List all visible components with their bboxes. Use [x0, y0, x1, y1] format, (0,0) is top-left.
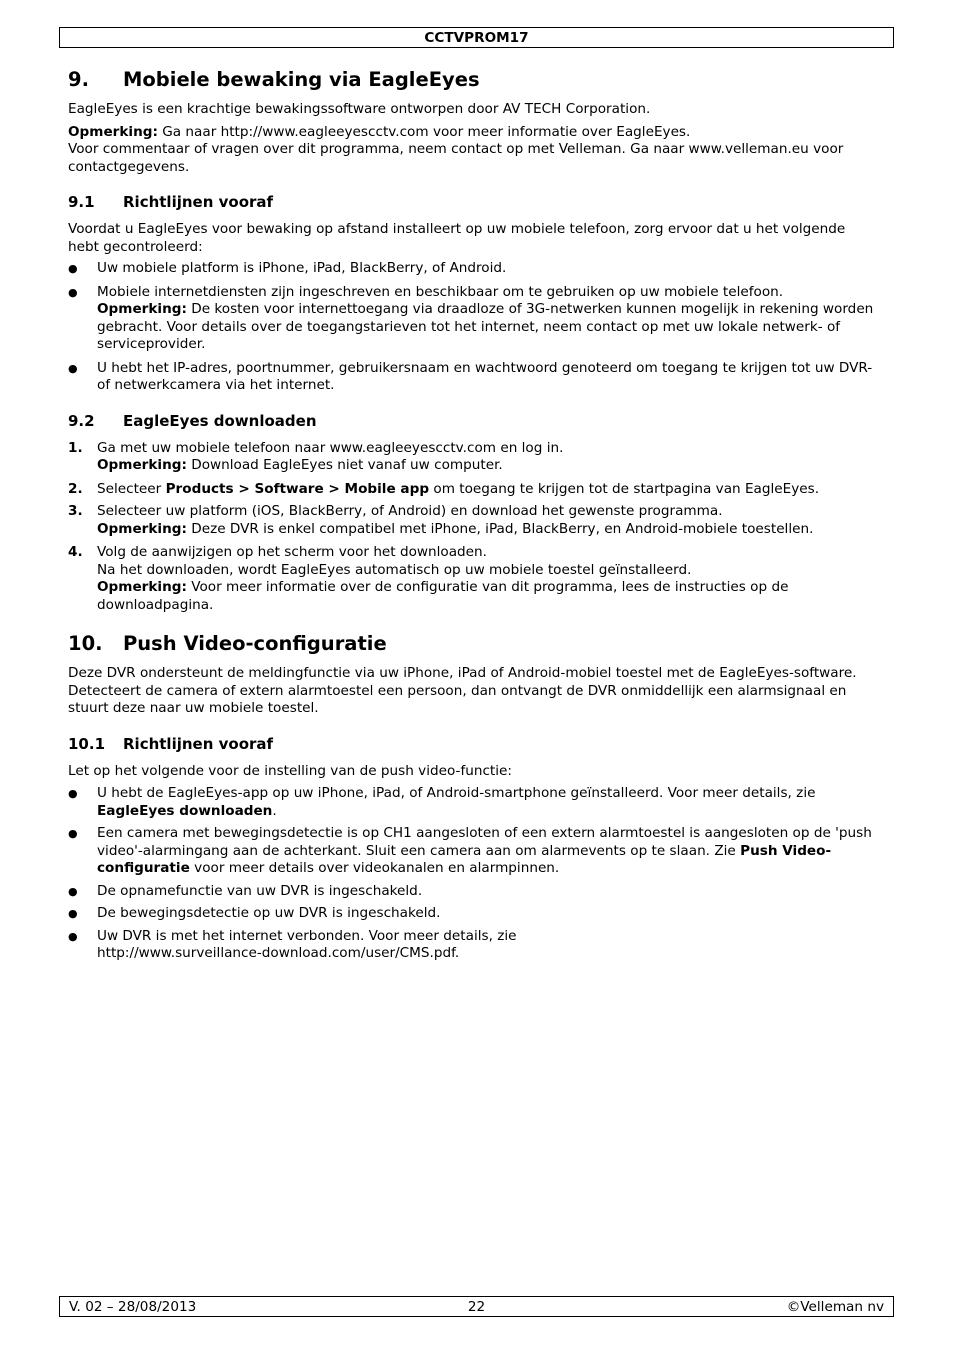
list-item [68, 284, 878, 354]
list-number: 2. [68, 480, 83, 497]
bullet-icon: ● [68, 884, 78, 898]
text-run: Selecteer [97, 480, 166, 497]
note-label: Opmerking: [97, 457, 187, 473]
footer-copyright: ©Velleman nv [786, 1299, 884, 1315]
note-label: Opmerking: [68, 123, 158, 140]
subsection-title: EagleEyes downloaden [123, 411, 317, 430]
list-item [68, 260, 878, 278]
section-title: Mobiele bewaking via EagleEyes [123, 68, 480, 91]
text-run: om toegang te krijgen tot de startpagina van EagleEyes. [429, 480, 820, 497]
bullet-icon: ● [68, 929, 78, 943]
list-item-text: De opnamefunctie van uw DVR is ingeschakeld. [97, 882, 423, 899]
list-item-text [97, 785, 878, 820]
list-item-body [97, 284, 878, 354]
list-number: 1. [68, 439, 83, 456]
header-title: CCTVPROM17 [424, 30, 529, 46]
url-text: http://www.surveillance-download.com/user/CMS.pdf. [97, 945, 460, 961]
section-title: Push Video-configuratie [123, 632, 387, 655]
list-item [68, 928, 878, 963]
list-item-body [97, 544, 878, 614]
section-number: 10. [68, 632, 103, 655]
section-10-heading [68, 632, 878, 656]
text-run: Een camera met bewegingsdetectie is op CH1 aangesloten of een extern alarmtoestel is aangesloten op de 'push video'-alarmingang aan de achterkant. Sluit een camera aan om alarmevents op te slaan. Zie [97, 825, 872, 859]
bullet-list [68, 260, 878, 395]
list-item-text: De bewegingsdetectie op uw DVR is ingeschakeld. [97, 905, 441, 921]
subsection-number: 9.1 [68, 193, 95, 211]
paragraph: Let op het volgende voor de instelling van de push video-functie: [68, 762, 512, 779]
note-text: De kosten voor internettoegang via draadloze of 3G-netwerken kunnen mogelijk in rekening worden gebracht. Voor details over de toegangstarieven tot het internet, neem contact op met uw lokale netwerk- of serviceprovider. [97, 301, 874, 352]
list-item [68, 360, 878, 395]
bullet-icon: ● [68, 787, 78, 800]
list-item-text: U hebt het IP-adres, poortnummer, gebruikersnaam en wachtwoord genoteerd om toegang te krijgen tot uw DVR- of netwerkcamera via het internet. [97, 359, 873, 393]
numbered-list [68, 440, 878, 615]
bullet-icon: ● [68, 907, 78, 920]
subsection-title: Richtlijnen vooraf [123, 734, 274, 753]
subsection-10-1-heading [68, 734, 878, 754]
note-paragraph [68, 124, 878, 142]
list-item [68, 503, 878, 538]
list-item-text [97, 825, 878, 878]
list-item-note [97, 579, 878, 614]
paragraph: Deze DVR ondersteunt de meldingfunctie via uw iPhone, iPad of Android-mobiel toestel met de EagleEyes-software. Detecteert de camera of extern alarmtoestel een persoon, dan ontvangt de DVR onmiddellijk een alarmsignaal en stuurt deze naar uw mobiele toestel. [68, 665, 857, 716]
list-item-text: Na het downloaden, wordt EagleEyes automatisch op uw mobiele toestel geïnstalleerd. [97, 561, 692, 578]
subsection-number: 9.2 [68, 411, 95, 430]
subsection-9-2-heading [68, 411, 878, 431]
text-run: . [272, 802, 277, 819]
paragraph: Voor commentaar of vragen over dit programma, neem contact op met Velleman. Ga naar www.velleman.eu voor contactgegevens. [68, 141, 844, 175]
section-number: 9. [68, 68, 89, 91]
note-text: Deze DVR is enkel compatibel met iPhone, iPad, BlackBerry, en Android-mobiele toestellen. [186, 520, 814, 537]
section-9-heading [68, 68, 878, 92]
list-item-text [97, 481, 878, 499]
document-body [68, 64, 878, 963]
text-run: voor meer details over videokanalen en alarmpinnen. [189, 860, 560, 876]
list-item-text: Ga met uw mobiele telefoon naar www.eagleeyescctv.com en log in. [97, 439, 564, 456]
subsection-title: Richtlijnen vooraf [123, 193, 274, 211]
list-item-note [97, 301, 878, 354]
list-item-body [97, 440, 878, 475]
list-number: 4. [68, 544, 83, 560]
subsection-number: 10.1 [68, 734, 106, 753]
list-item [68, 544, 878, 614]
list-item [68, 825, 878, 878]
list-item-note [97, 457, 878, 475]
bullet-icon: ● [68, 262, 78, 275]
note-label: Opmerking: [97, 520, 187, 537]
list-number: 3. [68, 503, 83, 519]
list-item-body [97, 503, 878, 538]
note-text: Ga naar http://www.eagleeyescctv.com voor meer informatie over EagleEyes. [157, 123, 691, 140]
bullet-icon: ● [68, 827, 78, 840]
list-item-body [97, 928, 878, 963]
list-item-text: Mobiele internetdiensten zijn ingeschreven en beschikbaar om te gebruiken op uw mobiele telefoon. [97, 283, 784, 300]
list-item [68, 883, 878, 901]
list-item-text: Uw mobiele platform is iPhone, iPad, BlackBerry, of Android. [97, 260, 507, 276]
paragraph: Voordat u EagleEyes voor bewaking op afstand installeert op uw mobiele telefoon, zorg ervoor dat u het volgende hebt gecontroleerd: [68, 221, 846, 255]
list-item [68, 905, 878, 923]
bullet-icon: ● [68, 361, 78, 375]
list-item-text: Volg de aanwijzigen op het scherm voor het downloaden. [97, 544, 487, 560]
note-text: Voor meer informatie over de configuratie van dit programma, lees de instructies op de downloadpagina. [97, 579, 789, 613]
footer-page-number: 22 [467, 1299, 486, 1315]
list-item-text: Selecteer uw platform (iOS, BlackBerry, of Android) en download het gewenste programma. [97, 503, 723, 519]
list-item-body [97, 481, 878, 499]
page-header [59, 27, 894, 48]
cross-reference: EagleEyes downloaden [97, 802, 273, 819]
text-run: U hebt de EagleEyes-app op uw iPhone, iPad, of Android-smartphone geïnstalleerd. Voor meer details, zie [97, 785, 816, 801]
list-item-text: Uw DVR is met het internet verbonden. Voor meer details, zie [97, 927, 517, 944]
list-item [68, 481, 878, 499]
list-item-note [97, 521, 878, 539]
page-footer [59, 1296, 894, 1317]
note-text: Download EagleEyes niet vanaf uw computer. [186, 457, 503, 473]
note-label: Opmerking: [97, 579, 187, 595]
subsection-9-1-heading [68, 192, 878, 212]
footer-version: V. 02 – 28/08/2013 [69, 1299, 197, 1315]
bullet-icon: ● [68, 285, 78, 299]
bullet-list [68, 785, 878, 963]
list-item [68, 440, 878, 475]
cross-reference: Push Video-configuratie [97, 842, 832, 876]
list-item [68, 785, 878, 820]
note-label: Opmerking: [97, 301, 187, 317]
menu-path: Products > Software > Mobile app [165, 480, 430, 497]
paragraph: EagleEyes is een krachtige bewakingssoftware ontworpen door AV TECH Corporation. [68, 101, 651, 117]
